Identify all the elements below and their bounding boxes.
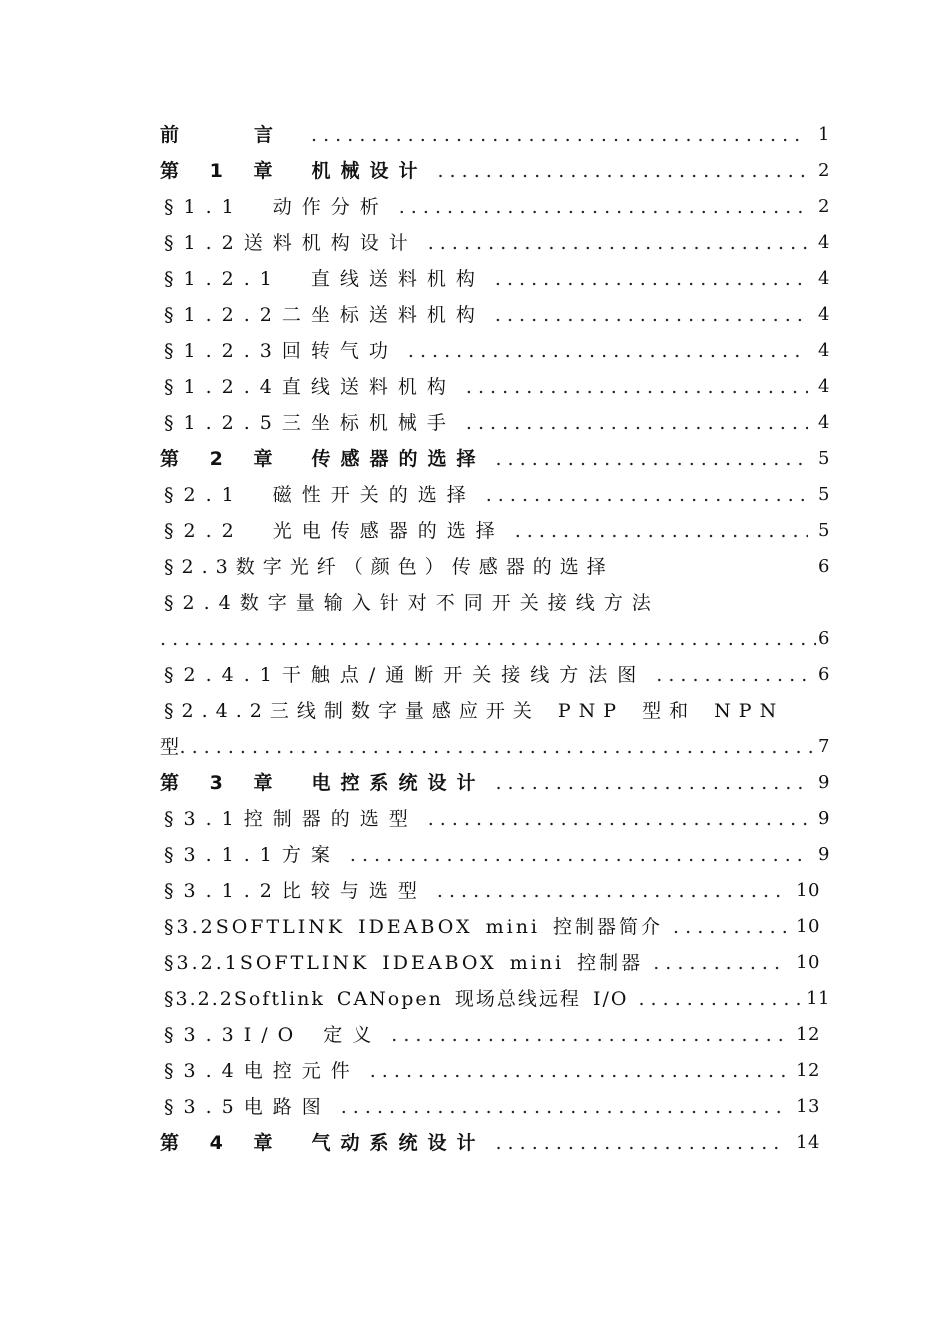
toc-leader-dots xyxy=(311,117,808,153)
toc-leader-dots xyxy=(638,981,806,1017)
toc-entry-page: 7 xyxy=(818,736,830,757)
table-of-contents xyxy=(160,117,830,1161)
toc-entry-1-2-4[interactable] xyxy=(160,369,830,405)
toc-leader-dots xyxy=(341,1089,786,1125)
toc-leader-dots xyxy=(370,1053,786,1089)
toc-entry-title: §2.2 光电传感器的选择 xyxy=(164,520,505,542)
toc-entry-page: 9 xyxy=(818,844,830,865)
toc-entry-page: 9 xyxy=(818,772,830,793)
toc-entry-title: §3.4电控元件 xyxy=(164,1060,360,1082)
toc-entry-chapter-3[interactable] xyxy=(160,765,830,801)
toc-leader-dots xyxy=(673,909,786,945)
toc-entry-title: 前 言 xyxy=(160,124,302,146)
toc-leader-dots xyxy=(653,945,786,981)
toc-entry-page: 13 xyxy=(796,1096,820,1117)
toc-leader-dots xyxy=(486,477,808,513)
toc-leader-dots xyxy=(466,369,808,405)
toc-entry-title: §1.2.3回转气功 xyxy=(164,340,398,362)
toc-entry-chapter-1[interactable] xyxy=(160,153,830,189)
toc-leader-dots xyxy=(495,297,808,333)
toc-entry-page: 4 xyxy=(818,268,830,289)
toc-leader-dots xyxy=(495,441,808,477)
toc-leader-dots xyxy=(180,729,816,765)
toc-entry-page: 4 xyxy=(818,340,830,361)
toc-entry-page: 2 xyxy=(818,196,830,217)
toc-entry-3-1-1[interactable] xyxy=(160,837,830,873)
toc-leader-dots xyxy=(515,513,808,549)
toc-entry-3-2-1[interactable] xyxy=(160,945,830,981)
toc-entry-page: 11 xyxy=(806,988,830,1009)
toc-entry-title: §1.2.4直线送料机构 xyxy=(164,376,456,398)
toc-entry-title: 第 4 章 气动系统设计 xyxy=(160,1132,486,1154)
toc-entry-page: 4 xyxy=(818,412,830,433)
toc-entry-1-1[interactable] xyxy=(160,189,830,225)
toc-entry-page: 9 xyxy=(818,808,830,829)
toc-entry-2-4-2[interactable] xyxy=(160,693,830,729)
toc-entry-title: §3.2SOFTLINK IDEABOX mini 控制器简介 xyxy=(164,916,664,938)
toc-leader-dots xyxy=(350,837,808,873)
toc-leader-dots xyxy=(160,621,816,657)
toc-entry-title: §2.4数字量输入针对不同开关接线方法 xyxy=(164,592,660,614)
toc-entry-title: §1.2.1 直线送料机构 xyxy=(164,268,485,290)
toc-entry-title: §1.1 动作分析 xyxy=(164,196,389,218)
toc-entry-title: §2.3数字光纤（颜色）传感器的选择 xyxy=(164,556,614,578)
toc-entry-page: 5 xyxy=(818,448,830,469)
toc-leader-dots xyxy=(437,153,808,189)
toc-entry-1-2-3[interactable] xyxy=(160,333,830,369)
toc-entry-title: §3.1控制器的选型 xyxy=(164,808,418,830)
toc-entry-page: 4 xyxy=(818,304,830,325)
toc-entry-page: 10 xyxy=(796,952,820,973)
toc-entry-title: 第 1 章 机械设计 xyxy=(160,160,428,182)
toc-entry-title: §1.2.2二坐标送料机构 xyxy=(164,304,485,326)
toc-entry-chapter-4[interactable] xyxy=(160,1125,830,1161)
toc-leader-dots xyxy=(408,333,808,369)
toc-entry-1-2-1[interactable] xyxy=(160,261,830,297)
toc-entry-chapter-2[interactable] xyxy=(160,441,830,477)
toc-entry-title: §3.2.2Softlink CANopen 现场总线远程 I/O xyxy=(164,988,629,1010)
toc-entry-3-2-2[interactable] xyxy=(160,981,830,1017)
toc-entry-page: 12 xyxy=(796,1060,820,1081)
toc-leader-dots xyxy=(399,189,808,225)
toc-entry-3-2[interactable] xyxy=(160,909,830,945)
toc-entry-page: 5 xyxy=(818,484,830,505)
toc-entry-page: 1 xyxy=(818,124,830,145)
toc-entry-title: §3.2.1SOFTLINK IDEABOX mini 控制器 xyxy=(164,952,644,974)
toc-entry-3-5[interactable] xyxy=(160,1089,830,1125)
toc-leader-dots xyxy=(495,765,808,801)
toc-entry-1-2-5[interactable] xyxy=(160,405,830,441)
toc-entry-3-1[interactable] xyxy=(160,801,830,837)
toc-entry-1-2[interactable] xyxy=(160,225,830,261)
toc-leader-dots xyxy=(495,261,808,297)
toc-entry-3-4[interactable] xyxy=(160,1053,830,1089)
toc-entry-2-4-1[interactable] xyxy=(160,657,830,693)
toc-entry-title: 第 3 章 电控系统设计 xyxy=(160,772,486,794)
toc-entry-page: 4 xyxy=(818,376,830,397)
toc-entry-page: 14 xyxy=(796,1132,820,1153)
toc-entry-title: §1.2.5三坐标机械手 xyxy=(164,412,456,434)
toc-entry-2-4-2-continuation[interactable] xyxy=(160,729,830,765)
toc-entry-title: §2.4.2三线制数字量感应开关 PNP 型和 NPN xyxy=(164,700,785,722)
toc-entry-title: §3.1.2比较与选型 xyxy=(164,880,427,902)
toc-entry-title: §2.1 磁性开关的选择 xyxy=(164,484,476,506)
toc-leader-dots xyxy=(428,225,808,261)
toc-entry-title: §3.3I/O 定义 xyxy=(164,1024,382,1046)
toc-entry-title: 第 2 章 传感器的选择 xyxy=(160,448,486,470)
toc-entry-page: 5 xyxy=(818,520,830,541)
toc-entry-2-2[interactable] xyxy=(160,513,830,549)
toc-leader-dots xyxy=(437,873,786,909)
toc-entry-page: 6 xyxy=(818,664,830,685)
toc-entry-page: 10 xyxy=(796,880,820,901)
toc-entry-title: §3.5电路图 xyxy=(164,1096,331,1118)
toc-leader-dots xyxy=(495,1125,786,1161)
toc-leader-dots xyxy=(466,405,808,441)
toc-entry-page: 10 xyxy=(796,916,820,937)
toc-entry-2-1[interactable] xyxy=(160,477,830,513)
toc-leader-dots xyxy=(656,657,808,693)
toc-entry-2-4-continuation[interactable] xyxy=(160,621,830,657)
toc-entry-2-4[interactable] xyxy=(160,585,830,621)
toc-entry-1-2-2[interactable] xyxy=(160,297,830,333)
toc-entry-preface[interactable] xyxy=(160,117,830,153)
toc-entry-3-3[interactable] xyxy=(160,1017,830,1053)
toc-leader-dots xyxy=(391,1017,786,1053)
toc-entry-title: §2.4.1干触点/通断开关接线方法图 xyxy=(164,664,647,686)
toc-entry-page: 2 xyxy=(818,160,830,181)
toc-entry-title: §3.1.1方案 xyxy=(164,844,340,866)
toc-entry-2-3[interactable] xyxy=(160,549,830,585)
toc-entry-page: 6 xyxy=(818,628,830,649)
toc-entry-page: 12 xyxy=(796,1024,820,1045)
toc-entry-3-1-2[interactable] xyxy=(160,873,830,909)
toc-entry-title-continuation: 型 xyxy=(160,736,180,758)
toc-leader-dots xyxy=(428,801,808,837)
toc-entry-title: §1.2送料机构设计 xyxy=(164,232,418,254)
toc-entry-page: 4 xyxy=(818,232,830,253)
toc-entry-page: 6 xyxy=(818,556,830,577)
